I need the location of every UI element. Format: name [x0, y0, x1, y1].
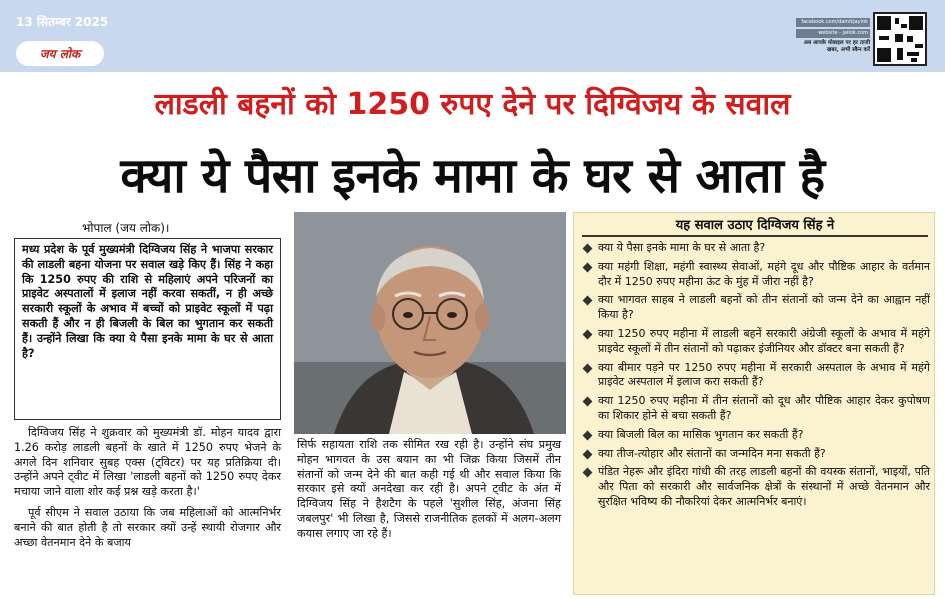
- logo-text: जय लोक: [39, 47, 81, 61]
- question-text: क्या तीज-त्योहार और संतानों का जन्मदिन मना सकती हैं?: [598, 446, 826, 460]
- kicker-headline: लाडली बहनों को 1250 रुपए देने पर दिग्विजय के सवाल: [154, 87, 791, 122]
- article-paragraph: पूर्व सीएम ने सवाल उठाया कि जब महिलाओं को आत्मनिर्भर बनाने की बात होती है तो सरकार क्यों उन्हें स्थायी रोजगार और अच्छा वेतनमान देने के बजाय: [14, 505, 281, 549]
- question-text: क्या ये पैसा इनके मामा के घर से आता है?: [598, 241, 766, 254]
- scan-promo-text: अब आपके मोबाइल पर हर ताजी खबर, अभी स्कैन करें: [803, 40, 870, 53]
- main-headline: क्या ये पैसा इनके मामा के घर से आता है: [120, 148, 825, 204]
- question-text: क्या बीमार पड़ने पर 1250 रुपए महीना में सरकारी अस्पताल के अभाव में महंगे प्राइवेट अस्पताल में इलाज करा सकती हैं?: [598, 360, 930, 389]
- diamond-bullet-icon: [583, 430, 593, 440]
- list-item: [582, 260, 930, 290]
- diamond-bullet-icon: [583, 397, 593, 407]
- question-text: क्या 1250 रुपए महीना में लाडली बहनें सरकारी अंग्रेजी स्कूलों के अभाव में महंगे प्राइवेट स्कूलों में तीन संतानों को पढ़ाकर इंजीनियर और डॉक्टर बना सकती हैं?: [598, 326, 930, 355]
- diamond-bullet-icon: [583, 449, 593, 459]
- website-link[interactable]: website - jailok.com: [796, 29, 870, 38]
- list-item: [582, 465, 930, 509]
- question-text: क्या महंगी शिक्षा, महंगी स्वास्थ्य सेवाओं, महंगे दूध और पौष्टिक आहार के वर्तमान दौर में 1250 रुपए महीना ऊंट के मुंह में जीरा नहीं है?: [598, 259, 930, 288]
- digvijaya-singh-photo: [294, 212, 566, 434]
- issue-date: 13 सितम्बर 2025: [16, 15, 109, 29]
- list-item: [582, 394, 930, 424]
- article-paragraph: सिर्फ सहायता राशि तक सीमित रख रही है। उन्होंने संघ प्रमुख मोहन भागवत के उस बयान का भी जिक्र किया जिसमें तीन संतानों को जन्म देने की बात कही गई थी और सवाल किया कि सरकार इसे क्यों अनदेखा कर रही है। अपने ट्वीट के अंत में दिग्विजय सिंह ने हैशटैग के पहले 'सुशील सिंह, अंजना सिंह जबलपुर' भी लिखा है, जिससे राजनीतिक हलकों में अलग-अलग कयास लगाए जा रहे हैं।: [297, 438, 561, 540]
- question-text: पंडित नेहरू और इंदिरा गांधी की तरह लाडली बहनों की वयस्क संतानों, भाइयों, पति और पिता को सरकारी और सार्वजनिक क्षेत्रों के संस्थानों में अच्छे वेतनमान और सुरक्षित भविष्य की नौकरियां देकर आत्मनिर्भर बनाएं।: [598, 465, 930, 508]
- dateline: भोपाल (जय लोक)।: [82, 221, 170, 235]
- article-paragraph: दिग्विजय सिंह ने शुक्रवार को मुख्यमंत्री डॉ. मोहन यादव द्वारा 1.26 करोड़ लाडली बहनों के खाते में 1250 रुपए भेजने के अगले दिन शनिवार सुबह एक्स (ट्विटर) पर यह प्रतिक्रिया दी। उन्होंने अपने ट्वीट में लिखा 'लाडली बहनों को 1250 रुपए देकर मचाया जाने वाला शोर कई प्रश्न खड़े करता है।': [14, 426, 281, 499]
- sidebar-title: यह सवाल उठाए दिग्विजय सिंह ने: [675, 218, 835, 233]
- questions-list: [582, 241, 930, 514]
- article-column-1: [14, 426, 281, 550]
- lead-paragraph-box: [14, 238, 281, 420]
- list-item: [582, 293, 930, 323]
- diamond-bullet-icon: [583, 296, 593, 306]
- list-item: [582, 361, 930, 391]
- article-column-2: [297, 438, 561, 542]
- promo-block: [796, 18, 870, 66]
- questions-sidebar: [573, 212, 935, 595]
- diamond-bullet-icon: [583, 363, 593, 373]
- sidebar-divider: [582, 235, 928, 237]
- diamond-bullet-icon: [583, 244, 593, 254]
- question-text: क्या बिजली बिल का मासिक भुगतान कर सकती हैं?: [598, 427, 804, 441]
- diamond-bullet-icon: [583, 262, 593, 272]
- diamond-bullet-icon: [583, 330, 593, 340]
- masthead-bar: [0, 0, 945, 72]
- newspaper-logo[interactable]: [16, 41, 104, 66]
- lead-paragraph: मध्य प्रदेश के पूर्व मुख्यमंत्री दिग्विजय सिंह ने भाजपा सरकार की लाडली बहना योजना पर सवाल खड़े किए हैं। सिंह ने कहा कि 1250 रुपए की राशि से महिलाएं अपने परिजनों का प्राइवेट अस्पतालों में इलाज नहीं करवा सकतीं, न ही अच्छे सरकारी स्कूलों के अभाव में बच्चों को प्राइवेट स्कूलों में पढ़ा सकती हैं और न ही बिजली के बिल का भुगतान कर सकती हैं। उन्होंने लिखा कि क्या ये पैसा इनके मामा के घर से आता है?: [22, 243, 273, 360]
- social-link[interactable]: facebook.com/dainikjaylok: [796, 18, 870, 27]
- question-text: क्या भागवत साहब ने लाडली बहनों को तीन संतानों को जन्म देने का आह्वान नहीं किया है?: [598, 293, 930, 322]
- list-item: [582, 241, 930, 256]
- list-item: [582, 327, 930, 357]
- list-item: [582, 447, 930, 462]
- qr-code-icon[interactable]: [873, 12, 927, 66]
- question-text: क्या 1250 रुपए महीना में तीन संतानों को दूध और पौष्टिक आहार देकर कुपोषण का शिकार होने से बचा सकती हैं?: [598, 394, 930, 422]
- diamond-bullet-icon: [583, 468, 593, 478]
- list-item: [582, 428, 930, 443]
